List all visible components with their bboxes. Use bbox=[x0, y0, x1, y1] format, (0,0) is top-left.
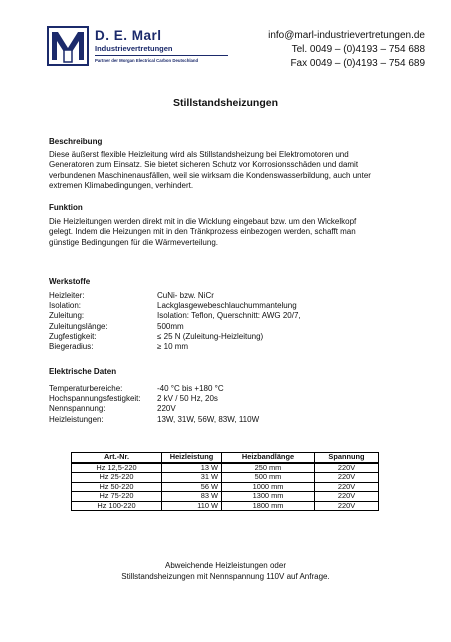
section-heading-werkstoffe: Werkstoffe bbox=[49, 277, 91, 286]
table-row bbox=[72, 482, 379, 492]
elektrische-daten-key: Heizleistungen: bbox=[49, 414, 104, 424]
werkstoffe-value: CuNi- bzw. NiCr bbox=[157, 291, 214, 300]
elektrische-daten-value: 13W, 31W, 56W, 83W, 110W bbox=[157, 414, 260, 424]
table-header-cell: Heizleistung bbox=[162, 453, 222, 463]
table-cell: 13 W bbox=[162, 463, 222, 473]
section-heading-elektrische-daten: Elektrische Daten bbox=[49, 367, 117, 376]
werkstoffe-value: ≤ 25 N (Zuleitung-Heizleitung) bbox=[157, 331, 264, 341]
elektrische-daten-key: Temperaturbereiche: bbox=[49, 384, 123, 393]
beschreibung-line: Diese äußerst flexible Heizleitung wird als Stillstandsheizung bei Elektromotoren und bbox=[49, 150, 349, 159]
elektrische-daten-key: Nennspannung: bbox=[49, 404, 106, 414]
table-cell: Hz 75-220 bbox=[72, 492, 162, 502]
company-subtitle: Industrievertretungen bbox=[95, 44, 173, 53]
beschreibung-text bbox=[49, 150, 404, 192]
werkstoffe-value: ≥ 10 mm bbox=[157, 341, 189, 351]
beschreibung-line: extremen Klimabedingungen, verhindert. bbox=[49, 181, 194, 191]
contact-fax: Fax 0049 – (0)4193 – 754 689 bbox=[290, 58, 425, 69]
werkstoffe-value: Isolation: Teflon, Querschnitt: AWG 20/7, bbox=[157, 311, 301, 321]
table-header-cell: Art.-Nr. bbox=[72, 453, 162, 463]
table-row bbox=[72, 501, 379, 511]
werkstoffe-key: Biegeradius: bbox=[49, 341, 94, 351]
table-cell: 220V bbox=[315, 482, 379, 492]
section-heading-beschreibung: Beschreibung bbox=[49, 137, 103, 146]
table-row bbox=[72, 473, 379, 483]
table-cell: 1000 mm bbox=[222, 482, 315, 492]
table-cell: Hz 50-220 bbox=[72, 482, 162, 492]
werkstoffe-value: Lackglasgewebeschlauchummantelung bbox=[157, 301, 297, 311]
table-row bbox=[72, 463, 379, 473]
table-cell: Hz 100-220 bbox=[72, 501, 162, 511]
elektrische-daten-key: Hochspannungsfestigkeit: bbox=[49, 394, 141, 404]
werkstoffe-key: Isolation: bbox=[49, 301, 82, 311]
werkstoffe-value: 500mm bbox=[157, 321, 184, 331]
contact-email[interactable]: info@marl-industrievertretungen.de bbox=[268, 30, 425, 41]
footer-note bbox=[0, 561, 451, 582]
logo-divider bbox=[95, 55, 228, 56]
werkstoffe-key: Zuleitungslänge: bbox=[49, 321, 108, 331]
table-cell: 56 W bbox=[162, 482, 222, 492]
funktion-line: gelegt. Indem die Heizungen mit in den Tränkprozess einbezogen werden, schafft man bbox=[49, 227, 356, 237]
footer-line: Stillstandsheizungen mit Nennspannung 110V auf Anfrage. bbox=[121, 571, 330, 581]
product-table bbox=[71, 452, 379, 511]
funktion-line: Die Heizleitungen werden direkt mit in die Wicklung eingebaut bzw. um den Wickelkopf bbox=[49, 217, 357, 226]
beschreibung-line: verbundenen Maschinenausfällen, weil sie wirksam die Kondenswasserbildung, auch unter bbox=[49, 170, 371, 180]
table-cell: 1300 mm bbox=[222, 492, 315, 502]
elektrische-daten-value: 2 kV / 50 Hz, 20s bbox=[157, 394, 218, 404]
table-cell: 250 mm bbox=[222, 463, 315, 473]
funktion-text bbox=[49, 217, 404, 248]
table-cell: 220V bbox=[315, 463, 379, 473]
table-cell: 1800 mm bbox=[222, 501, 315, 511]
table-cell: 110 W bbox=[162, 501, 222, 511]
table-header-row bbox=[72, 453, 379, 463]
werkstoffe-key: Zugfestigkeit: bbox=[49, 331, 97, 341]
table-header-cell: Spannung bbox=[315, 453, 379, 463]
company-partner-line: Partner der Morgan Electrical Carbon Deutschland bbox=[95, 58, 199, 63]
table-cell: Hz 12,5-220 bbox=[72, 463, 162, 473]
table-cell: 220V bbox=[315, 473, 379, 483]
table-cell: 83 W bbox=[162, 492, 222, 502]
company-name: D. E. Marl bbox=[95, 28, 162, 43]
footer-line: Abweichende Heizleistungen oder bbox=[165, 561, 286, 570]
werkstoffe-key: Heizleiter: bbox=[49, 291, 85, 300]
elektrische-daten-value: -40 °C bis +180 °C bbox=[157, 384, 224, 393]
table-row bbox=[72, 492, 379, 502]
elektrische-daten-value: 220V bbox=[157, 404, 176, 414]
section-heading-funktion: Funktion bbox=[49, 203, 83, 212]
table-cell: Hz 25-220 bbox=[72, 473, 162, 483]
table-cell: 31 W bbox=[162, 473, 222, 483]
table-cell: 220V bbox=[315, 492, 379, 502]
table-header-cell: Heizbandlänge bbox=[222, 453, 315, 463]
table-cell: 220V bbox=[315, 501, 379, 511]
beschreibung-line: Generatoren zum Einsatz. Sie bietet sicheren Schutz vor Korrosionsschäden und damit bbox=[49, 160, 359, 170]
contact-block bbox=[268, 29, 425, 71]
contact-tel: Tel. 0049 – (0)4193 – 754 688 bbox=[291, 44, 425, 55]
table-cell: 500 mm bbox=[222, 473, 315, 483]
werkstoffe-key: Zuleitung: bbox=[49, 311, 85, 321]
funktion-line: günstige Bedingungen für die Wärmeverteilung. bbox=[49, 237, 218, 247]
marl-logo-mark-icon bbox=[47, 26, 89, 66]
document-title: Stillstandsheizungen bbox=[172, 97, 278, 109]
